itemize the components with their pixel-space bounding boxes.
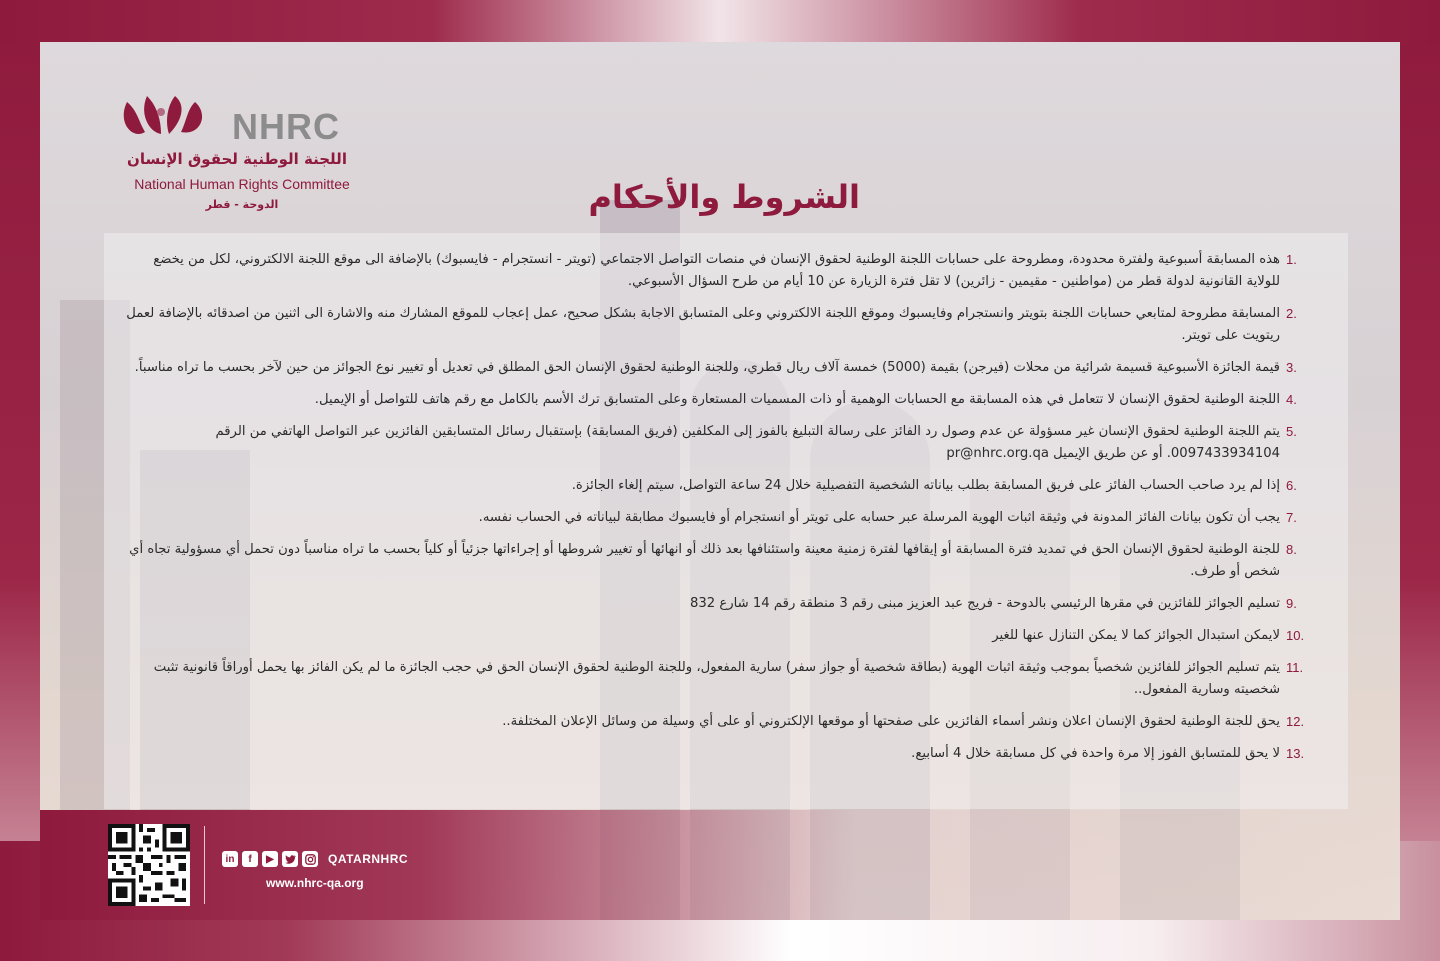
term-text: يتم اللجنة الوطنية لحقوق الإنسان غير مسؤولة عن عدم وصول رد الفائز على رسالة التبليغ بالفوز إلى المكلفين (فريق المسابقة) بإستقبال رسائل المتسابقين الفائزين عبر التواصل الهاتفي من الرقم 0097433934104. أو عن طريق الإيميل pr@nhrc.org.qa bbox=[215, 424, 1280, 461]
term-text: إذا لم يرد صاحب الحساب الفائز على فريق المسابقة بطلب بياناته الشخصية التفصيلية خلال 24 ساعة التواصل، سيتم إلغاء الجائزة. bbox=[571, 478, 1280, 493]
term-item bbox=[118, 303, 1326, 347]
social-links bbox=[222, 848, 408, 870]
logo-english-name: National Human Rights Committee bbox=[134, 176, 350, 192]
twitter-icon[interactable] bbox=[282, 851, 298, 867]
term-number: 13. bbox=[1286, 746, 1305, 761]
youtube-icon[interactable]: ▶ bbox=[262, 851, 278, 867]
term-text: يتم تسليم الجوائز للفائزين شخصياً بموجب وثيقة اثبات الهوية (بطاقة شخصية أو جواز سفر) سارية المفعول، وللجنة الوطنية لحقوق الإنسان الحق في حجب الجائزة ما لم يكن الفائز بها يحمل أوراقاً قانونية تثبت شخصيته وسارية المفعول.. bbox=[153, 660, 1280, 697]
term-number: 12. bbox=[1286, 714, 1305, 729]
term-number: 2. bbox=[1286, 306, 1297, 321]
term-item bbox=[118, 657, 1326, 701]
terms-list bbox=[104, 233, 1348, 765]
qr-code[interactable] bbox=[108, 824, 190, 906]
term-text: يجب أن تكون بيانات الفائز المدونة في وثيقة اثبات الهوية المرسلة عبر حسابه على تويتر أو انستجرام أو فايسبوك مطابقة لبياناته في الحساب نفسه. bbox=[478, 510, 1280, 525]
term-text: المسابقة مطروحة لمتابعي حسابات اللجنة بتويتر وانستجرام وفايسبوك وموقع اللجنة الالكتروني وعلى المتسابق الاجابة بشكل صحيح، عمل إعجاب للموقع المشارك منه والاشارة الى اثنين من اصدقائه بالإضافة لعمل ريتويت على تويتر. bbox=[126, 306, 1280, 343]
term-text: يحق للجنة الوطنية لحقوق الإنسان اعلان ونشر أسماء الفائزين على صفحتها أو موقعها الإلكتروني أو على أي وسيلة من وسائل الإعلان المختلفة.. bbox=[502, 714, 1280, 729]
term-item bbox=[118, 625, 1326, 647]
footer-bar bbox=[40, 810, 1400, 920]
term-number: 9. bbox=[1286, 596, 1297, 611]
top-background-band bbox=[0, 0, 1440, 45]
term-item bbox=[118, 389, 1326, 411]
logo-city: الدوحة - قطر bbox=[205, 198, 279, 211]
term-number: 1. bbox=[1286, 252, 1297, 267]
term-item bbox=[118, 711, 1326, 733]
qr-code-icon bbox=[108, 824, 190, 906]
term-item bbox=[118, 475, 1326, 497]
term-text: للجنة الوطنية لحقوق الإنسان الحق في تمديد فترة المسابقة أو إيقافها لفترة زمنية معينة واستئنافها بعد ذلك أو انهائها أو تغيير شروطها أو إجراءاتها جزئياً أو كلياً بحسب ما تراه مناسباً دون تحمل أي مسؤولية تجاه أي شخص أو طرف. bbox=[129, 542, 1280, 579]
term-item bbox=[118, 507, 1326, 529]
facebook-icon[interactable]: f bbox=[242, 851, 258, 867]
footer-divider bbox=[204, 826, 205, 904]
website-link[interactable]: www.nhrc-qa.org bbox=[266, 876, 364, 890]
terms-box bbox=[104, 233, 1348, 809]
social-handle[interactable]: QATARNHRC bbox=[328, 852, 409, 866]
nhrc-emblem-icon bbox=[117, 92, 227, 144]
term-item bbox=[118, 357, 1326, 379]
term-number: 7. bbox=[1286, 510, 1297, 525]
term-number: 11. bbox=[1286, 660, 1304, 675]
term-text: لايمكن استبدال الجوائز كما لا يمكن التنازل عنها للغير bbox=[992, 628, 1280, 643]
term-text: قيمة الجائزة الأسبوعية قسيمة شرائية من محلات (فيرجن) بقيمة (5000) خمسة آلاف ريال قطري، وللجنة الوطنية لحقوق الإنسان الحق المطلق في تعديل أو تغيير نوع الجوائز من حين لآخر بحسب ما تراه مناسباً. bbox=[134, 360, 1280, 375]
term-text: هذه المسابقة أسبوعية ولفترة محدودة، ومطروحة على حسابات اللجنة الوطنية لحقوق الإنسان في منصات التواصل الاجتماعي (تويتر - انستجرام - فايسبوك) بالإضافة الى موقع اللجنة الالكتروني، لكل من يخضع للولاية القانونية لدولة قطر من (مواطنين - مقيمين - زائرين) لا تقل فترة الزيارة عن 10 أيام من طرح السؤال الأسبوعي. bbox=[153, 252, 1280, 289]
term-item bbox=[118, 421, 1326, 465]
logo-arabic-name: اللجنة الوطنية لحقوق الإنسان bbox=[127, 150, 347, 168]
term-text: اللجنة الوطنية لحقوق الإنسان لا تتعامل في هذه المسابقة مع الحسابات الوهمية أو ذات المسميات المستعارة وعلى المتسابق ترك الأسم بالكامل مع رقم هاتف للتواصل أو الإيميل. bbox=[314, 392, 1280, 407]
term-number: 10. bbox=[1286, 628, 1305, 643]
page-title: الشروط والأحكام bbox=[588, 178, 860, 216]
term-item bbox=[118, 249, 1326, 293]
term-item bbox=[118, 593, 1326, 615]
term-number: 4. bbox=[1286, 392, 1297, 407]
term-item bbox=[118, 743, 1326, 765]
term-item bbox=[118, 539, 1326, 583]
term-text: لا يحق للمتسابق الفوز إلا مرة واحدة في كل مسابقة خلال 4 أسابيع. bbox=[911, 746, 1280, 761]
term-number: 8. bbox=[1286, 542, 1297, 557]
linkedin-icon[interactable]: in bbox=[222, 851, 238, 867]
logo-brand-text: NHRC bbox=[232, 106, 340, 147]
term-number: 3. bbox=[1286, 360, 1297, 375]
term-number: 6. bbox=[1286, 478, 1297, 493]
instagram-icon[interactable] bbox=[302, 851, 318, 867]
nhrc-logo bbox=[82, 92, 352, 222]
term-number: 5. bbox=[1286, 424, 1297, 439]
term-text: تسليم الجوائز للفائزين في مقرها الرئيسي بالدوحة - فريج عبد العزيز مبنى رقم 3 منطقة رقم 14 شارع 832 bbox=[690, 596, 1280, 611]
